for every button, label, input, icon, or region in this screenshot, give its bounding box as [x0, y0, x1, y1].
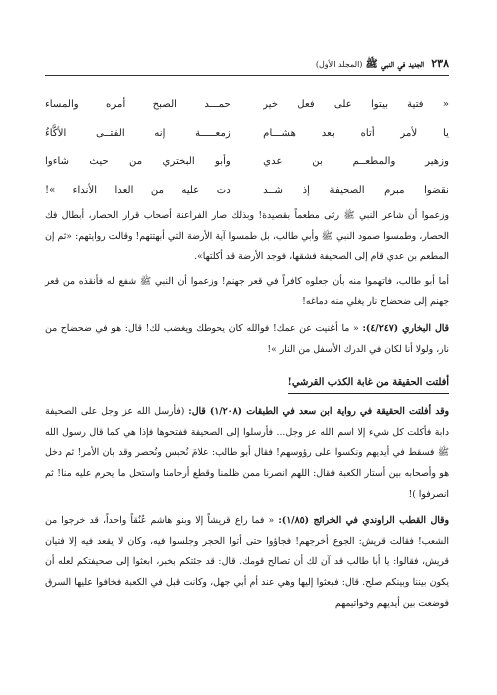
header-left: [316, 57, 449, 72]
poem-first-half: يا لأمر أتاه بعد هشـــام: [263, 127, 449, 139]
poem-line: [45, 181, 449, 210]
citation-rawandi: وقال القطب الراوندي في الخرائج (١/٨٥):: [278, 515, 449, 527]
poem-first-half: وزهير والمطعــم بن عدي: [263, 156, 449, 167]
poem-second-half: زمعـــــة إنه الفتــى الأكَّاءُ: [45, 127, 231, 139]
poem-line: [45, 152, 449, 181]
page-number: ٢٣٨: [431, 57, 449, 70]
poem-second-half: حمـــد الصبح أمره والمساء: [45, 99, 231, 110]
citation-ibn-saad: وقد أفلتت الحقيقة في رواية ابن سعد في الطبقات (١/٢٠٨) قال:: [188, 406, 450, 418]
poem-line: [45, 124, 449, 153]
poem-second-half: وأبو البختري من حيث شاءوا: [45, 156, 231, 167]
paragraph-2: أما أبو طالب، فاتهموا منه بأن جعلوه كافراً في قعر جهنم! وزعموا أن النبي ﷺ شفع له فأنقذه من قعر جهنم إلى ضحضاح نار يغلي منه دماغه!: [45, 275, 449, 308]
paragraph-1: وزعموا أن شاعر النبي ﷺ رثى مطعماً بقصيدة! وبذلك صار الفراعنة أصحاب قرار الحصار، أبطال فك الحصار، وطمسوا صمود النبي ﷺ وأبي طالب، بل طمسوا آية الأرضة التي أبهتتهم! وقالت روايتهم: «ثم إن المطعم بن عدي قام إلى الصحيفة فشقها، فوجد الأرضة قد أكلتها».: [45, 210, 449, 263]
poem-line: [45, 95, 449, 124]
quote-bukhari: « ما أغنيت عن عمك! فوالله كان يحوطك ويغضب لك! قال: هو في ضحضاح من نار، ولولا أنا لكان في الدرك الأسفل من النار »!: [45, 322, 449, 355]
paragraph-3: [45, 319, 449, 360]
section-heading: أفلتت الحقيقة من غابة الكذب القرشي!: [288, 374, 449, 394]
poem-first-half: « فتية بيتوا على فعل خير: [263, 99, 449, 110]
paragraph-4: [45, 402, 449, 505]
book-title: الجديد في النبي ﷺ: [365, 59, 425, 70]
quote-rawandi: « فما راع قريشاً إلا وبنو هاشم عُنُقاً واحداً، قد خرجوا من الشعب! فقالت قريش: الجوع أخرجهم! فجاؤوا حتى أتوا الحجر وجلسوا فيه، وكان لا يقعد فيه إلا فتيان قريش، فقالوا: يا أبا طالب قد آن لك أن تصالح قومك. قال: قد جئتكم بخبر، ابعثوا إلى صحيفتكم لعله أن يكون بيننا وبينكم صلح. قال: فبعثوا إليها وهي عند أم أبي جهل، وكانت قبل في الكعبة فخافوا عليها السرق فوضعت بين أيديهم وخواتيمهم: [45, 515, 449, 609]
paragraph-5: [45, 511, 449, 614]
poem-second-half: دت عليه من العدا الأنداء »!: [45, 184, 231, 196]
page-header: [45, 52, 449, 76]
poem-first-half: نقضوا مبرم الصحيفة إذ شــد: [263, 184, 449, 196]
poem-block: [45, 95, 449, 209]
quote-ibn-saad: (فأرسل الله عز وجل على الصحيفة دابة فأكلت كل شيء إلا اسم الله عز وجل... فأرسلوا إلى الصحيفة ففتحوها فإذا هي كما قال رسول الله ﷺ فسقط في أيديهم ونكسوا على رؤوسهم! فقال أبو طالب: علامَ نُحبس ونُحصر وقد بان الأمر! ثم دخل هو وأصحابه بين أستار الكعبة فقال: اللهم انصرنا ممن ظلمنا وقطع أرحامنا واستحل ما يحرم عليه منا! ثم انصرفوا )!: [45, 406, 449, 500]
citation-bukhari: قال البخاري (٤/٢٤٧):: [362, 322, 449, 334]
body-text: [45, 206, 449, 620]
volume-label: (المجلد الأول): [315, 60, 363, 69]
